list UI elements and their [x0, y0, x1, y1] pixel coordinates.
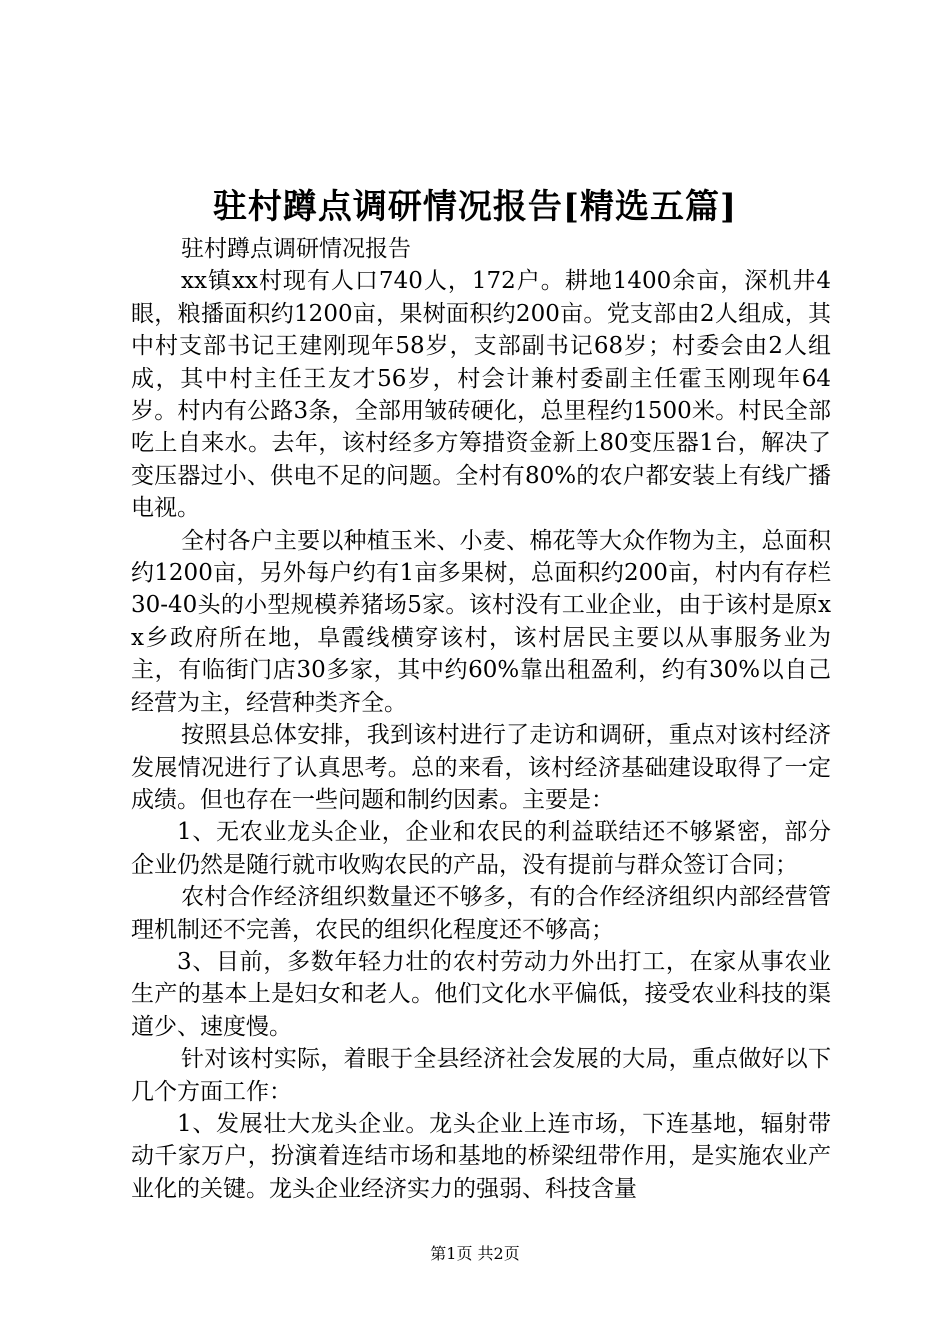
problem-item-3: 3、目前，多数年轻力壮的农村劳动力外出打工，在家从事农业生产的基本上是妇女和老人。他们文化水平偏低，接受农业科技的渠道少、速度慢。 — [131, 948, 831, 1040]
measure-item-1: 1、发展壮大龙头企业。龙头企业上连市场，下连基地，辐射带动千家万户，扮演着连结市场和基地的桥梁纽带作用，是实施农业产业化的关键。龙头企业经济实力的强弱、科技含量 — [131, 1110, 831, 1202]
problem-item-2: 农村合作经济组织数量还不够多，有的合作经济组织内部经营管理机制还不完善，农民的组织化程度还不够高； — [131, 884, 831, 943]
problem-item-1: 1、无农业龙头企业，企业和农民的利益联结还不够紧密，部分企业仍然是随行就市收购农民的产品，没有提前与群众签订合同； — [131, 819, 831, 878]
page-number-footer: 第1页 共2页 — [430, 1244, 520, 1263]
agriculture-paragraph: 全村各户主要以种植玉米、小麦、棉花等大众作物为主，总面积约1200亩，另外每户约有1亩多果树，总面积约200亩，村内有存栏30-40头的小型规模养猪场5家。该村没有工业企业，由于该村是原xx乡政府所在地，阜霞线横穿该村，该村居民主要以从事服务业为主，有临街门店30多家，其中约60%靠出租盈利，约有30%以自己经营为主，经营种类齐全。 — [131, 527, 831, 716]
document-title: 驻村蹲点调研情况报告[精选五篇] — [212, 187, 738, 227]
measures-intro-paragraph: 针对该村实际，着眼于全县经济社会发展的大局，重点做好以下几个方面工作： — [131, 1046, 831, 1105]
document-body — [131, 233, 831, 1205]
subtitle-paragraph: 驻村蹲点调研情况报告 — [181, 236, 411, 262]
village-overview-paragraph: xx镇xx村现有人口740人，172户。耕地1400余亩，深机井4眼，粮播面积约1200亩，果树面积约200亩。党支部由2人组成，其中村支部书记王建刚现年58岁，支部副书记68岁；村委会由2人组成，其中村主任王友才56岁，村会计兼村委副主任霍玉刚现年64岁。村内有公路3条，全部用皱砖硬化，总里程约1500米。村民全部吃上自来水。去年，该村经多方筹措资金新上80变压器1台，解决了变压器过小、供电不足的问题。全村有80%的农户都安装上有线广播电视。 — [131, 268, 831, 522]
survey-intro-paragraph: 按照县总体安排，我到该村进行了走访和调研，重点对该村经济发展情况进行了认真思考。总的来看，该村经济基础建设取得了一定成绩。但也存在一些问题和制约因素。主要是： — [131, 722, 831, 813]
